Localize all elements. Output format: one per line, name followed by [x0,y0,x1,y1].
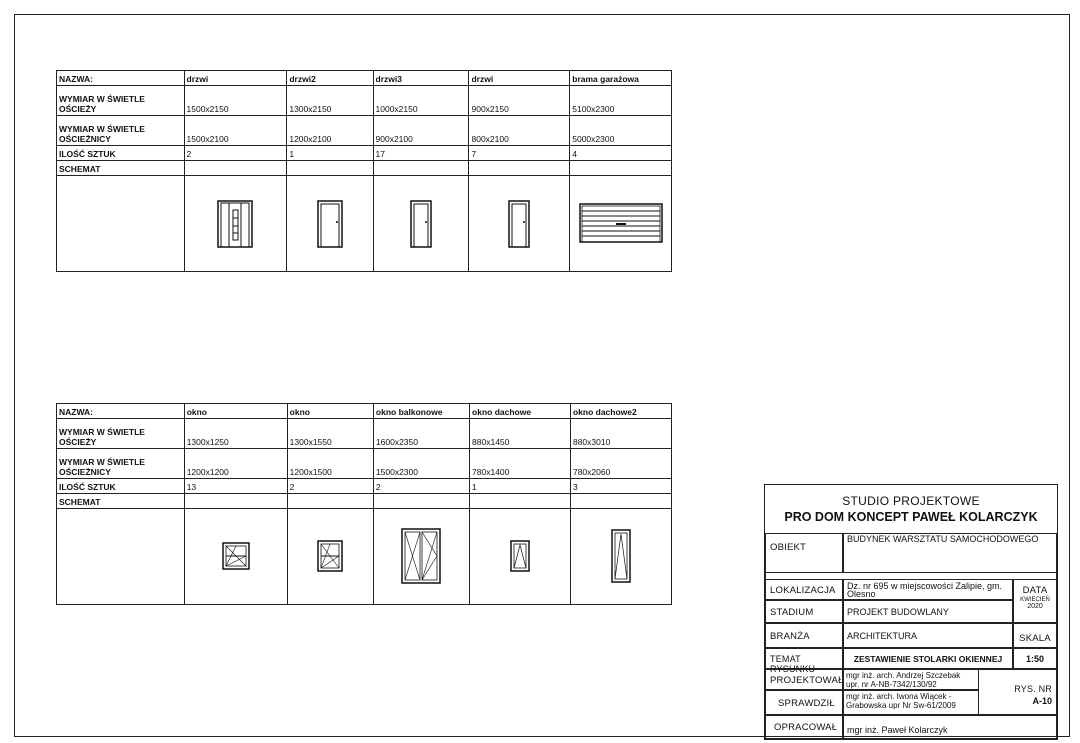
window-schema [184,509,287,605]
header-schema: SCHEMAT [57,161,185,176]
door-name: brama garażowa [570,71,672,86]
stadium-label: STADIUM [765,600,843,623]
projektowal-license: upr. nr A-NB-7342/130/92 [846,680,937,689]
door-schema-single [469,176,570,272]
door-dim2: 5000x2300 [570,116,672,146]
window-dim2: 1200x1200 [184,449,287,479]
data-year: 2020 [1027,603,1043,610]
door-dim1: 1000x2150 [373,86,469,116]
rys-value: A-10 [1032,696,1052,706]
door-qty: 1 [287,146,373,161]
window-name: okno balkonowe [373,404,469,419]
obiekt-label: OBIEKT [765,533,843,573]
window-icon [221,541,251,571]
door-name: drzwi [184,71,287,86]
lokalizacja-value: Dz. nr 695 w miejscowości Zalipie, gm. Olesno [843,579,1013,600]
window-qty: 3 [570,479,671,494]
door-name: drzwi [469,71,570,86]
branza-label: BRANŻA [765,623,843,648]
window-dim1: 1300x1250 [184,419,287,449]
projektowal-cell [843,669,979,690]
sprawdzil-label: SPRAWDZIŁ [765,690,843,715]
window-name: okno dachowe2 [570,404,671,419]
temat-label: TEMAT RYSUNKU [765,648,843,669]
door-dim1: 900x2150 [469,86,570,116]
single-door-icon [408,198,434,248]
temat-value: ZESTAWIENIE STOLARKI OKIENNEJ [843,648,1013,669]
header-name: NAZWA: [57,71,185,86]
door-qty: 2 [184,146,287,161]
window-qty: 1 [470,479,571,494]
door-dim1: 5100x2300 [570,86,672,116]
window-name: okno dachowe [470,404,571,419]
single-door-icon [315,198,345,248]
sprawdzil-license: Grabowska upr Nr Sw-61/2009 [846,701,956,710]
obiekt-value: BUDYNEK WARSZTATU SAMOCHODOWEGO [843,533,1057,573]
door-schema-single [287,176,373,272]
door-qty: 17 [373,146,469,161]
data-month: KWIECIEŃ [1020,597,1050,603]
projektowal-name: mgr inż. arch. Andrzej Szczebak [846,671,961,680]
door-schema-single [373,176,469,272]
door-qty: 7 [469,146,570,161]
window-dim1: 880x3010 [570,419,671,449]
window-schema [470,509,571,605]
header-qty: ILOŚĆ SZTUK [57,479,185,494]
window-dim1: 1600x2350 [373,419,469,449]
door-name: drzwi3 [373,71,469,86]
header-qty: ILOŚĆ SZTUK [57,146,185,161]
door-dim2: 1500x2100 [184,116,287,146]
window-icon [316,539,344,573]
opracowal-value: mgr inż. Paweł Kolarczyk [843,715,1057,739]
door-dim2: 900x2100 [373,116,469,146]
door-dim1: 1500x2150 [184,86,287,116]
door-dim1: 1300x2150 [287,86,373,116]
sprawdzil-cell [843,690,979,715]
skala-label: SKALA [1013,623,1057,648]
data-cell [1013,579,1057,623]
door-dim2: 800x2100 [469,116,570,146]
garage-door-icon [578,202,664,244]
header-schema: SCHEMAT [57,494,185,509]
projektowal-label: PROJEKTOWAŁ [765,669,843,690]
door-schema-double [184,176,287,272]
window-dim2: 780x1400 [470,449,571,479]
roof-window-icon [610,528,632,584]
window-qty: 13 [184,479,287,494]
window-dim2: 780x2060 [570,449,671,479]
header-name: NAZWA: [57,404,185,419]
roof-window-icon [509,539,531,573]
door-qty: 4 [570,146,672,161]
window-dim1: 1300x1550 [287,419,373,449]
window-name: okno [184,404,287,419]
lokalizacja-label: LOKALIZACJA [765,579,843,600]
rys-cell [979,669,1057,715]
studio-owner: PRO DOM KONCEPT PAWEŁ KOLARCZYK [784,510,1038,524]
window-dim1: 880x1450 [470,419,571,449]
windows-table [56,403,672,605]
header-dim2: WYMIAR W ŚWIETLE OŚCIEŻNICY [57,449,185,479]
window-schema [373,509,469,605]
balcony-window-icon [400,527,442,585]
header-dim1: WYMIAR W ŚWIETLE OŚCIEŻY [57,86,185,116]
opracowal-label: OPRACOWAŁ [765,715,843,739]
branza-value: ARCHITEKTURA [843,623,1013,648]
studio-name: STUDIO PROJEKTOWE [842,494,980,508]
doors-table [56,70,672,272]
rys-label: RYS. NR [1014,684,1052,694]
sprawdzil-name: mgr inż. arch. Iwona Wiącek - [846,692,952,701]
door-name: drzwi2 [287,71,373,86]
header-dim2: WYMIAR W ŚWIETLE OŚCIEŻNICY [57,116,185,146]
door-schema-garage [570,176,672,272]
window-name: okno [287,404,373,419]
stadium-value: PROJEKT BUDOWLANY [843,600,1013,623]
double-door-icon [215,198,255,248]
data-label: DATA [1022,585,1048,596]
title-block [764,484,1058,740]
window-qty: 2 [373,479,469,494]
skala-value: 1:50 [1013,648,1057,669]
single-door-icon [506,198,532,248]
window-dim2: 1200x1500 [287,449,373,479]
header-dim1: WYMIAR W ŚWIETLE OŚCIEŻY [57,419,185,449]
window-schema [570,509,671,605]
window-schema [287,509,373,605]
window-dim2: 1500x2300 [373,449,469,479]
window-qty: 2 [287,479,373,494]
door-dim2: 1200x2100 [287,116,373,146]
studio-header [765,485,1057,534]
